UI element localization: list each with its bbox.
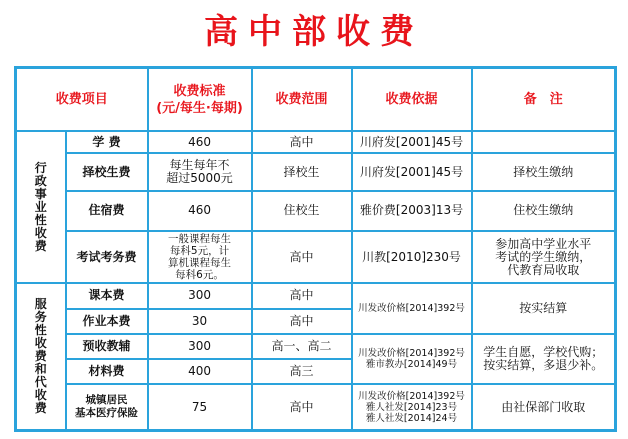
basis-cell: 川发改价格[2014]392号 雅人社发[2014]23号 雅人社发[2014]24号 <box>352 384 472 430</box>
item-cell: 住宿费 <box>66 191 148 231</box>
item-cell: 课本费 <box>66 283 148 308</box>
standard-cell: 300 <box>148 283 252 308</box>
scope-cell: 高中 <box>252 283 352 308</box>
basis-cell: 川府发[2001]45号 <box>352 153 472 191</box>
category-service: 服务性收费和代收费 <box>16 283 66 430</box>
standard-cell: 一般课程每生 每科5元，计 算机课程每生 每科6元。 <box>148 231 252 284</box>
basis-cell: 雅价费[2003]13号 <box>352 191 472 231</box>
table-row <box>16 153 616 191</box>
standard-cell: 460 <box>148 131 252 153</box>
note-cell: 择校生缴纳 <box>472 153 616 191</box>
category-admin: 行政事业性收费 <box>16 131 66 283</box>
note-cell: 由社保部门收取 <box>472 384 616 430</box>
scope-cell: 住校生 <box>252 191 352 231</box>
scope-cell: 择校生 <box>252 153 352 191</box>
table-row <box>16 231 616 284</box>
header-basis: 收费依据 <box>352 68 472 132</box>
basis-cell: 川府发[2001]45号 <box>352 131 472 153</box>
scope-cell: 高一、高二 <box>252 334 352 359</box>
note-cell: 按实结算 <box>472 283 616 333</box>
item-cell: 作业本费 <box>66 309 148 334</box>
item-cell: 城镇居民 基本医疗保险 <box>66 384 148 430</box>
standard-cell: 每生每年不 超过5000元 <box>148 153 252 191</box>
item-cell: 预收教辅 <box>66 334 148 359</box>
note-cell <box>472 131 616 153</box>
item-cell: 择校生费 <box>66 153 148 191</box>
table-row <box>16 131 616 153</box>
table-row <box>16 191 616 231</box>
standard-cell: 460 <box>148 191 252 231</box>
item-cell: 学 费 <box>66 131 148 153</box>
scope-cell: 高中 <box>252 131 352 153</box>
basis-cell: 川发改价格[2014]392号 <box>352 283 472 333</box>
item-cell: 考试考务费 <box>66 231 148 284</box>
note-cell: 住校生缴纳 <box>472 191 616 231</box>
table-row <box>16 384 616 430</box>
header-note: 备 注 <box>472 68 616 132</box>
scope-cell: 高中 <box>252 384 352 430</box>
scope-cell: 高中 <box>252 309 352 334</box>
standard-cell: 400 <box>148 359 252 384</box>
header-standard: 收费标准 (元/每生·每期) <box>148 68 252 132</box>
table-row <box>16 283 616 308</box>
standard-cell: 300 <box>148 334 252 359</box>
header-row <box>16 68 616 132</box>
note-cell: 学生自愿，学校代购； 按实结算，多退少补。 <box>472 334 616 384</box>
item-cell: 材料费 <box>66 359 148 384</box>
fee-table <box>14 66 617 432</box>
standard-cell: 75 <box>148 384 252 430</box>
basis-cell: 川发改价格[2014]392号 雅市教办[2014]49号 <box>352 334 472 384</box>
standard-cell: 30 <box>148 309 252 334</box>
page-title: 高中部收费 <box>204 12 424 52</box>
header-scope: 收费范围 <box>252 68 352 132</box>
header-item: 收费项目 <box>16 68 148 132</box>
scope-cell: 高中 <box>252 231 352 284</box>
note-cell: 参加高中学业水平 考试的学生缴纳， 代教育局收取 <box>472 231 616 284</box>
basis-cell: 川教[2010]230号 <box>352 231 472 284</box>
scope-cell: 高三 <box>252 359 352 384</box>
table-row <box>16 334 616 359</box>
